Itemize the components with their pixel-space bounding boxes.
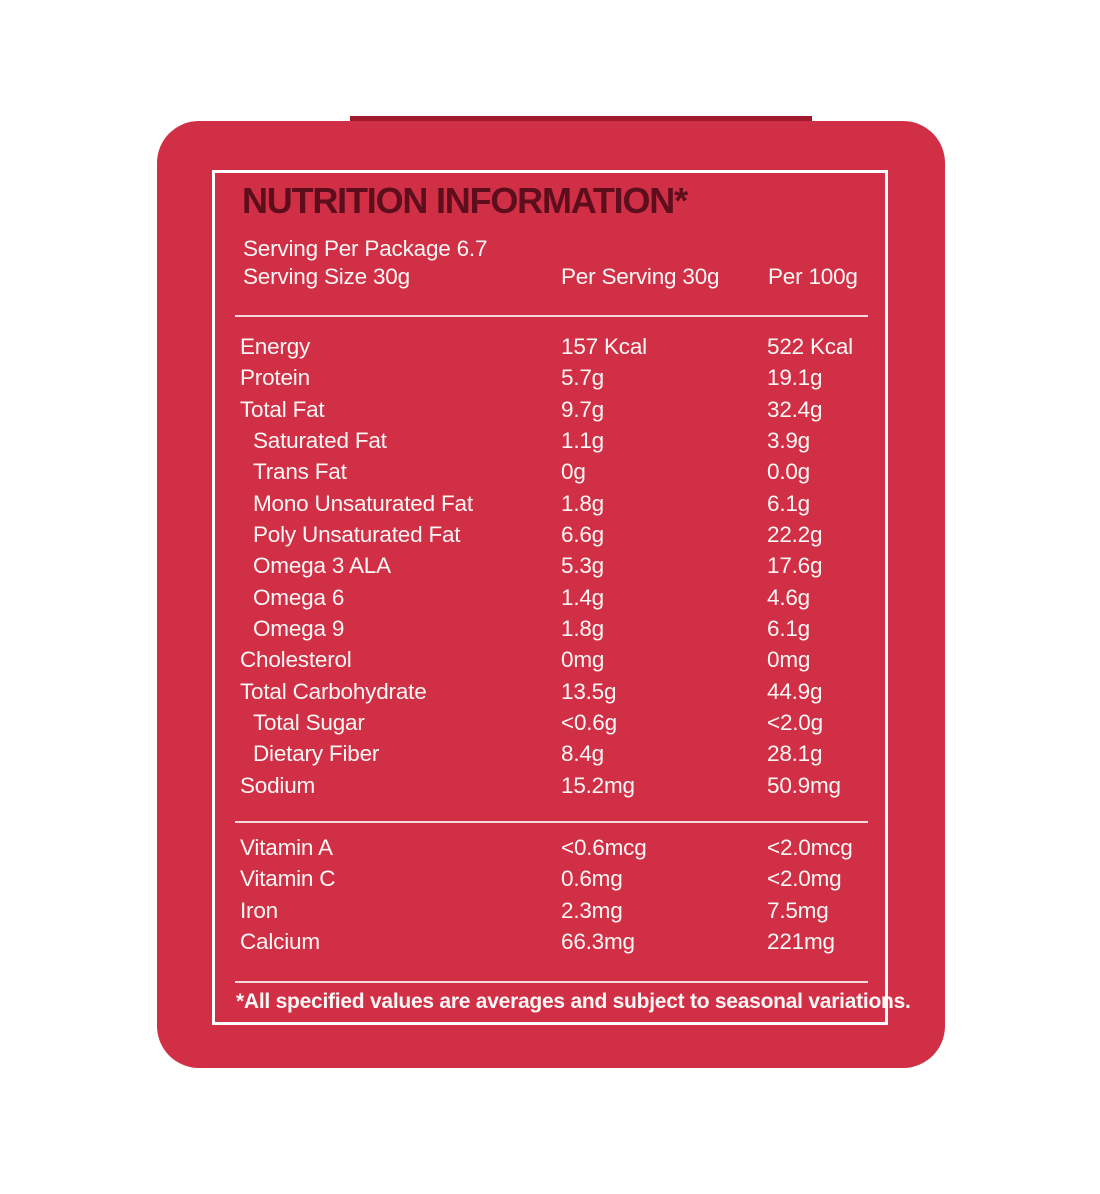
column-header-per-100g: Per 100g [768,264,858,289]
nutrient-name: Iron [240,897,278,923]
nutrient-name: Protein [240,365,310,391]
nutrient-name: Omega 6 [253,584,345,610]
value-per-serving: 13.5g [561,678,617,704]
value-per-100g: 28.1g [767,741,823,767]
nutrient-name: Trans Fat [253,459,347,485]
nutrient-name: Total Fat [240,396,325,422]
nutrient-name: Omega 3 ALA [253,553,391,579]
value-per-serving: 15.2mg [561,772,635,798]
nutrient-row [240,738,868,769]
value-per-100g: 6.1g [767,616,810,642]
value-per-serving: <0.6g [561,710,617,736]
value-per-serving: 8.4g [561,741,604,767]
nutrient-name: Poly Unsaturated Fat [253,522,461,548]
nutrient-name: Mono Unsaturated Fat [253,490,473,516]
nutrient-name: Calcium [240,929,320,955]
label-title: NUTRITION INFORMATION* [242,180,687,221]
value-per-serving: 1.8g [561,490,604,516]
value-per-serving: 1.1g [561,428,604,454]
value-per-100g: 3.9g [767,428,810,454]
value-per-serving: 1.8g [561,616,604,642]
nutrient-name: Energy [240,334,311,359]
nutrient-row [240,770,868,801]
value-per-100g: 7.5mg [767,897,829,923]
nutrient-row [240,676,868,707]
value-per-serving: 5.7g [561,365,604,391]
value-per-100g: <2.0mg [767,866,842,892]
value-per-serving: 2.3mg [561,897,623,923]
value-per-serving: 9.7g [561,396,604,422]
nutrient-row [240,895,868,926]
value-per-serving: 0.6mg [561,866,623,892]
value-per-serving: 0mg [561,647,605,673]
nutrient-name: Omega 9 [253,616,345,642]
nutrient-name: Saturated Fat [253,428,387,454]
value-per-100g: 0.0g [767,459,810,485]
nutrient-row [240,832,868,863]
column-header-per-serving: Per Serving 30g [561,264,720,289]
nutrient-name: Vitamin C [240,866,336,892]
nutrient-row [240,425,868,456]
value-per-100g: 6.1g [767,490,810,516]
footnote-text: *All specified values are averages and subject to seasonal variations. [236,990,911,1013]
nutrient-table [240,331,868,801]
value-per-serving: 0g [561,459,586,485]
value-per-100g: 221mg [767,929,835,955]
nutrient-name: Cholesterol [240,647,352,673]
value-per-serving: 1.4g [561,584,604,610]
value-per-100g: 50.9mg [767,772,841,798]
separator-line-footer [235,981,868,983]
serving-per-package-text: Serving Per Package 6.7 [243,236,488,261]
nutrient-name: Total Sugar [253,710,365,736]
nutrient-row [240,488,868,519]
value-per-100g: 44.9g [767,678,823,704]
value-per-serving: <0.6mcg [561,835,647,860]
nutrient-row [240,519,868,550]
value-per-100g: 0mg [767,647,811,673]
value-per-serving: 157 Kcal [561,334,647,359]
value-per-serving: 66.3mg [561,929,635,955]
value-per-100g: 17.6g [767,553,823,579]
value-per-100g: <2.0g [767,710,823,736]
vitamin-table [240,832,868,957]
value-per-100g: 4.6g [767,584,810,610]
nutrient-row [240,707,868,738]
serving-size-text: Serving Size 30g [243,264,410,289]
nutrient-row [240,582,868,613]
nutrient-row [240,550,868,581]
nutrient-row [240,362,868,393]
nutrient-name: Dietary Fiber [253,741,380,767]
nutrient-row [240,863,868,894]
nutrient-name: Total Carbohydrate [240,678,427,704]
nutrient-name: Sodium [240,772,316,798]
value-per-serving: 6.6g [561,522,604,548]
nutrient-row [240,394,868,425]
nutrient-row [240,613,868,644]
separator-line-vitamins [235,821,868,823]
nutrient-row [240,644,868,675]
nutrient-row [240,456,868,487]
value-per-100g: 19.1g [767,365,823,391]
value-per-100g: 22.2g [767,522,823,548]
value-per-100g: <2.0mcg [767,835,853,860]
value-per-serving: 5.3g [561,553,604,579]
nutrient-name: Vitamin A [240,835,333,860]
separator-line-header [235,315,868,317]
nutrient-row [240,926,868,957]
value-per-100g: 522 Kcal [767,334,853,359]
value-per-100g: 32.4g [767,396,823,422]
nutrient-row [240,331,868,362]
